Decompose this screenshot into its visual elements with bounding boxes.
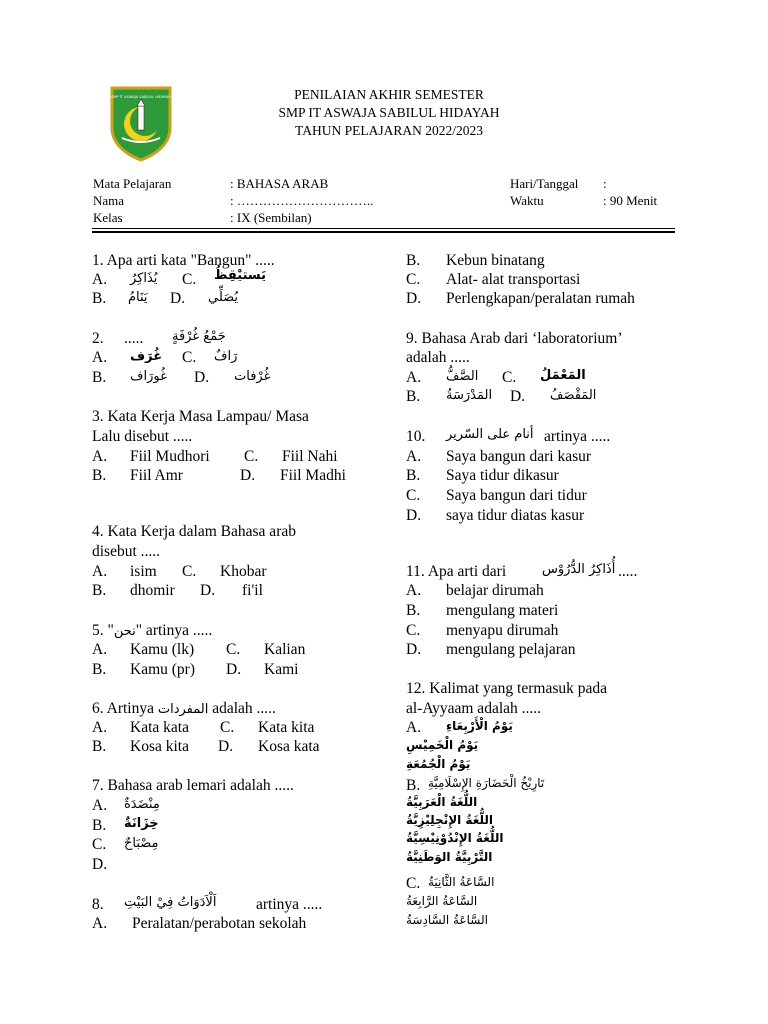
q3-option-a-label: A. — [92, 448, 108, 465]
q2-option-c-label: C. — [182, 349, 197, 366]
class-value: : IX (Sembilan) — [230, 210, 312, 225]
q11-option-b: mengulang materi — [446, 602, 559, 619]
q10-option-c-label: C. — [406, 487, 421, 504]
q12-option-a-line3: يَوْمُ الْجُمُعَةِ — [406, 757, 471, 771]
logo-text: SMP IT ASWAJA SABILUL HIDAYAH — [111, 95, 171, 99]
q9-option-c-label: C. — [502, 369, 517, 386]
time-value: : 90 Menit — [603, 193, 658, 208]
subject-label: Mata Pelajaran — [93, 176, 172, 191]
q5-option-a-label: A. — [92, 641, 108, 658]
q12-option-a-line2: يَوْمُ الْخَمِيْسِ — [406, 738, 479, 752]
q10-option-b-label: B. — [406, 467, 421, 484]
q8-option-b: Kebun binatang — [446, 252, 545, 269]
question-2: جَمْعُ غُرْفَةٍ — [172, 329, 226, 344]
question-9-line1: 9. Bahasa Arab dari ‘laboratorium’ — [406, 330, 623, 347]
q9-option-a: الصَّفُّ — [446, 369, 479, 384]
q4-option-d: fi'il — [242, 582, 263, 599]
q12-option-c-line1: السَّاعَةُ الثَّانِيَةُ — [428, 875, 495, 889]
q7-option-c: مِصْبَاحٌ — [124, 836, 159, 851]
question-10-arabic: أنام على السّرير — [446, 427, 534, 442]
q8-option-c: Alat- alat transportasi — [446, 271, 581, 288]
q9-option-d-label: D. — [510, 388, 526, 405]
q3-option-d: Fiil Madhi — [280, 467, 346, 484]
header-divider-top — [92, 228, 675, 229]
q9-option-b-label: B. — [406, 388, 421, 405]
q4-option-b-label: B. — [92, 582, 107, 599]
academic-year: TAHUN PELAJARAN 2022/2023 — [295, 123, 483, 138]
q6-option-c-label: C. — [220, 719, 235, 736]
q11-option-c: menyapu dirumah — [446, 622, 559, 639]
exam-title: PENILAIAN AKHIR SEMESTER — [294, 87, 484, 102]
class-label: Kelas — [93, 210, 123, 225]
q12-option-b-line1: تَارِيْخُ الْحَضَارَةِ الإِسْلَامِيَّةِ — [428, 776, 545, 790]
q3-option-b-label: B. — [92, 467, 107, 484]
q11-option-b-label: B. — [406, 602, 421, 619]
question-1: 1. Apa arti kata "Bangun" ..... — [92, 252, 275, 269]
q12-option-c-label: C. — [406, 875, 421, 892]
q7-option-a: مِنْضَدَةٌ — [124, 797, 160, 812]
q10-option-b: Saya tidur dikasur — [446, 467, 559, 484]
q3-option-a: Fiil Mudhori — [130, 448, 210, 465]
q11-option-a-label: A. — [406, 582, 422, 599]
question-3-line2: Lalu disebut ..... — [92, 428, 193, 445]
q4-option-b: dhomir — [130, 582, 175, 599]
q5-option-b: Kamu (pr) — [130, 661, 195, 678]
q11-option-a: belajar dirumah — [446, 582, 544, 599]
subject-value: : BAHASA ARAB — [230, 176, 329, 191]
question-12-line2: al-Ayyaam adalah ..... — [406, 700, 542, 717]
q6-arabic-word: المفردات — [157, 702, 209, 717]
question-9-line2: adalah ..... — [406, 349, 470, 366]
q10-option-c: Saya bangun dari tidur — [446, 487, 587, 504]
q6-option-a-label: A. — [92, 719, 108, 736]
q10-option-d: saya tidur diatas kasur — [446, 507, 585, 524]
q10-option-a: Saya bangun dari kasur — [446, 448, 592, 465]
q12-option-b-line4: اللُّغَةُ الإِنْدُوْنِيْسِيَّةُ — [406, 831, 504, 845]
school-name: SMP IT ASWAJA SABILUL HIDAYAH — [278, 105, 500, 120]
q7-option-b: خِزَانَةٌ — [124, 816, 159, 831]
q4-option-d-label: D. — [200, 582, 216, 599]
question-6: 6. Artinya المفردات adalah ..... — [92, 700, 276, 717]
question-11-text: 11. Apa arti dari — [406, 563, 507, 580]
q10-option-d-label: D. — [406, 507, 422, 524]
q5-option-d-label: D. — [226, 661, 242, 678]
q8-option-a: Peralatan/perabotan sekolah — [132, 915, 307, 932]
q8-option-b-label: B. — [406, 252, 421, 269]
q5-option-b-label: B. — [92, 661, 107, 678]
q9-option-d: المَقْصَفُ — [550, 388, 597, 403]
name-value: : ………………………….. — [230, 193, 374, 208]
q6-option-b: Kosa kita — [130, 738, 189, 755]
q5-option-a: Kamu (lk) — [130, 641, 195, 658]
q12-option-c-line2: السَّاعَةُ الرَّابِعَةُ — [406, 894, 478, 908]
q9-option-b: المَدْرَسَةُ — [446, 388, 493, 403]
q5-arabic-word: نحن — [113, 624, 136, 639]
question-8-text: artinya ..... — [256, 896, 323, 913]
question-7: 7. Bahasa arab lemari adalah ..... — [92, 777, 294, 794]
q2-dots: ..... — [124, 330, 144, 347]
q2-option-c: رَافٌ — [214, 349, 238, 364]
q9-option-a-label: A. — [406, 369, 422, 386]
q6-option-d-label: D. — [218, 738, 234, 755]
q11-option-c-label: C. — [406, 622, 421, 639]
q5-option-d: Kami — [264, 661, 299, 678]
question-10-text: artinya ..... — [544, 428, 611, 445]
q12-option-c-line3: السَّاعَةُ السَّادِسَةُ — [406, 913, 488, 927]
q6-option-b-label: B. — [92, 738, 107, 755]
question-11-arabic: أُذَاكِرُ الدُّرُوْس — [542, 562, 616, 577]
q7-option-b-label: B. — [92, 817, 107, 834]
q4-option-a: isim — [130, 563, 157, 580]
q2-option-d-label: D. — [194, 369, 210, 386]
question-11-dots: ..... — [618, 563, 638, 580]
q1-option-d: يُصَلِّي — [208, 290, 239, 305]
q8-option-d: Perlengkapan/peralatan rumah — [446, 290, 635, 307]
date-value: : — [603, 176, 607, 191]
time-label: Waktu — [510, 193, 544, 208]
q6-option-c: Kata kita — [258, 719, 315, 736]
question-12-line1: 12. Kalimat yang termasuk pada — [406, 680, 608, 697]
q12-option-b-label: B. — [406, 777, 421, 794]
q3-option-d-label: D. — [240, 467, 256, 484]
q6-option-d: Kosa kata — [258, 738, 320, 755]
q2-number: 2. — [92, 330, 104, 347]
q10-number: 10. — [406, 428, 426, 445]
question-4-line1: 4. Kata Kerja dalam Bahasa arab — [92, 523, 296, 540]
q5-option-c-label: C. — [226, 641, 241, 658]
question-4-line2: disebut ..... — [92, 543, 161, 560]
q2-option-b-label: B. — [92, 369, 107, 386]
q12-option-a-line1: يَوْمُ الْأَرْبِعَاءِ — [446, 719, 513, 733]
question-8-arabic: اَلْاَدَوَاتُ فِيْ البَيْتِ — [124, 895, 217, 910]
q1-option-a: يُذَاكِرُ — [130, 271, 158, 286]
q12-option-b-line3: اللُّغَةُ الإِنْجِلِيْزِيَّةُ — [406, 813, 493, 827]
q5-option-c: Kalian — [264, 641, 306, 658]
question-3-line1: 3. Kata Kerja Masa Lampau/ Masa — [92, 408, 309, 425]
question-5: 5. "نحن" artinya ..... — [92, 622, 213, 639]
q9-option-c: المَعْمَلُ — [540, 368, 586, 383]
q7-option-c-label: C. — [92, 836, 107, 853]
q4-option-c: Khobar — [220, 563, 267, 580]
q6-option-a: Kata kata — [130, 719, 189, 736]
q12-option-b-line5: التَّرْبِيَّةُ الوَطَنِيَّةُ — [406, 850, 493, 864]
header-divider-bottom — [92, 231, 675, 233]
q2-option-d: غُرْفات — [234, 369, 271, 384]
q7-option-d-label: D. — [92, 856, 108, 873]
q4-option-c-label: C. — [182, 563, 197, 580]
q8-option-a-label: A. — [92, 915, 108, 932]
q2-option-b: غُورَاف — [130, 369, 167, 384]
q1-option-a-label: A. — [92, 271, 108, 288]
q11-option-d-label: D. — [406, 641, 422, 658]
q12-option-a-label: A. — [406, 719, 422, 736]
q7-option-a-label: A. — [92, 797, 108, 814]
q3-option-c: Fiil Nahi — [282, 448, 338, 465]
q2-option-a-label: A. — [92, 349, 108, 366]
q8-option-c-label: C. — [406, 271, 421, 288]
q1-option-c-label: C. — [182, 271, 197, 288]
q8-option-d-label: D. — [406, 290, 422, 307]
q8-number: 8. — [92, 896, 104, 913]
q10-option-a-label: A. — [406, 448, 422, 465]
q4-option-a-label: A. — [92, 563, 108, 580]
q2-option-a: غُرَف — [130, 349, 163, 364]
date-label: Hari/Tanggal — [510, 176, 579, 191]
q1-option-c: يَستيْقِظُ — [214, 268, 266, 283]
q12-option-b-line2: اللُّغَةُ الْعَرَبِيَّةُ — [406, 795, 478, 809]
q1-option-d-label: D. — [170, 290, 186, 307]
q1-option-b-label: B. — [92, 290, 107, 307]
q1-option-b: يَنَامُ — [128, 290, 148, 305]
q11-option-d: mengulang pelajaran — [446, 641, 576, 658]
q3-option-c-label: C. — [244, 448, 259, 465]
q3-option-b: Fiil Amr — [130, 467, 183, 484]
name-label: Nama — [93, 193, 125, 208]
